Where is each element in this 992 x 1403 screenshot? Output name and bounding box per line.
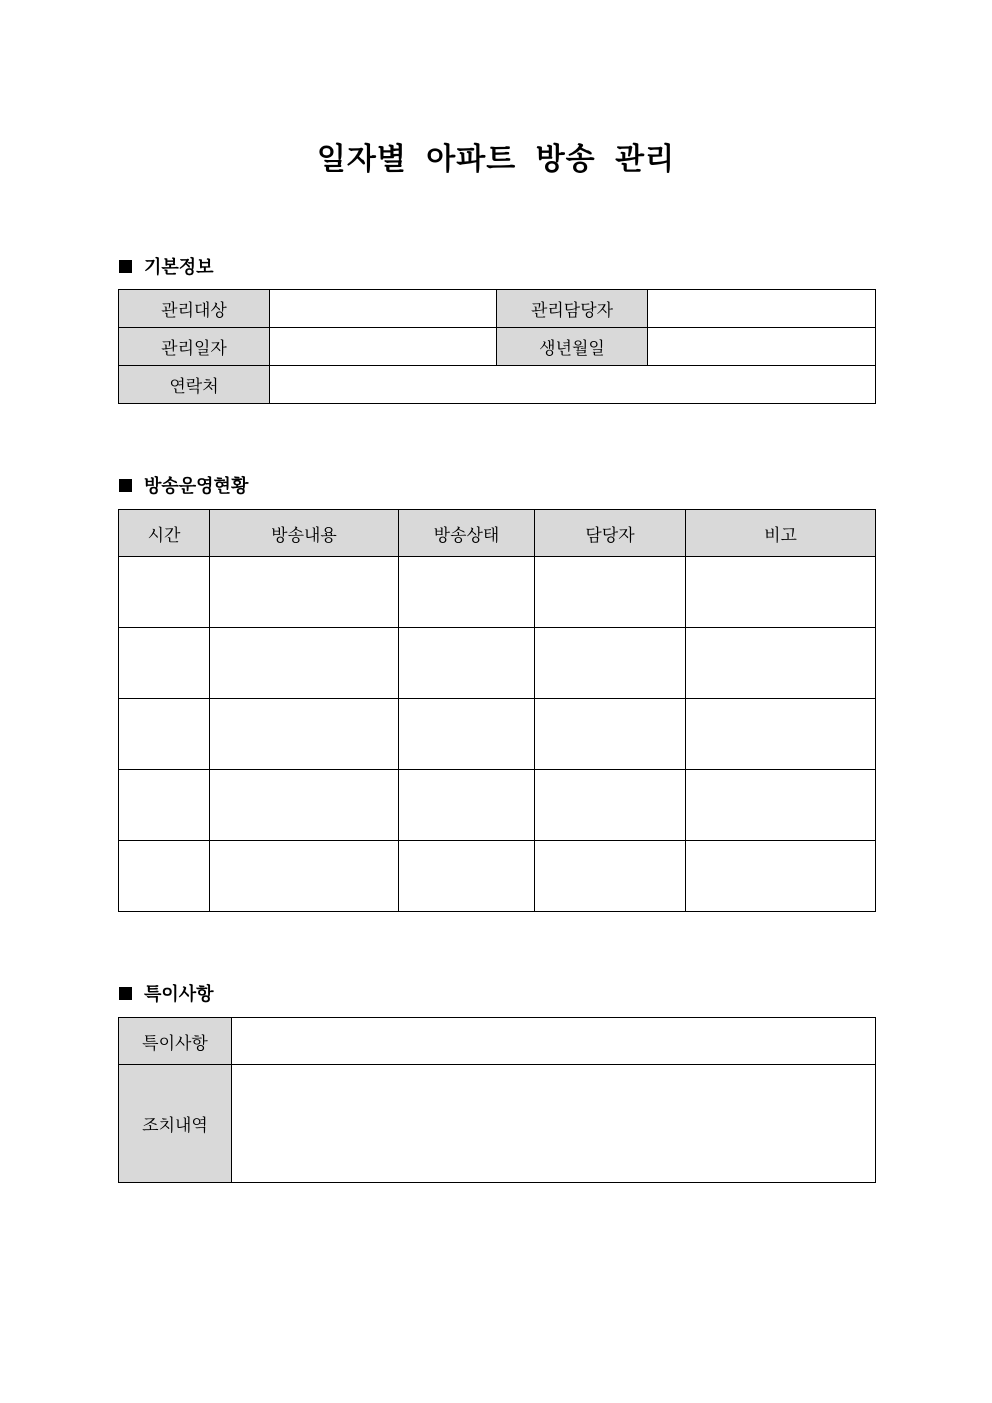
field-date[interactable] (270, 328, 497, 366)
table-cell-content[interactable] (210, 770, 399, 841)
column-header-state: 방송상태 (399, 510, 535, 557)
broadcast-status-table (118, 509, 876, 912)
table-row (119, 328, 876, 366)
table-cell-state[interactable] (399, 770, 535, 841)
field-birthdate[interactable] (648, 328, 876, 366)
table-cell-time[interactable] (119, 628, 210, 699)
table-cell-remarks[interactable] (686, 770, 876, 841)
table-cell-state[interactable] (399, 628, 535, 699)
table-cell-time[interactable] (119, 770, 210, 841)
table-cell-time[interactable] (119, 841, 210, 912)
field-manager[interactable] (648, 290, 876, 328)
label-birthdate: 생년월일 (497, 328, 648, 366)
table-cell-remarks[interactable] (686, 699, 876, 770)
label-contact: 연락처 (119, 366, 270, 404)
table-row (119, 628, 876, 699)
label-notes: 특이사항 (119, 1018, 232, 1065)
section-heading-label: 방송운영현황 (144, 476, 249, 497)
square-bullet-icon (119, 479, 132, 492)
table-row (119, 290, 876, 328)
section-heading-label: 기본정보 (144, 257, 214, 278)
table-cell-state[interactable] (399, 557, 535, 628)
table-row (119, 1018, 876, 1065)
table-row (119, 366, 876, 404)
table-cell-remarks[interactable] (686, 557, 876, 628)
table-cell-content[interactable] (210, 557, 399, 628)
special-notes-table (118, 1017, 876, 1183)
column-header-time: 시간 (119, 510, 210, 557)
square-bullet-icon (119, 260, 132, 273)
column-header-content: 방송내용 (210, 510, 399, 557)
column-header-remarks: 비고 (686, 510, 876, 557)
table-cell-content[interactable] (210, 841, 399, 912)
section-heading-basic-info (119, 253, 214, 279)
label-date: 관리일자 (119, 328, 270, 366)
table-row (119, 841, 876, 912)
table-row (119, 699, 876, 770)
label-actions: 조치내역 (119, 1065, 232, 1183)
label-target: 관리대상 (119, 290, 270, 328)
field-notes[interactable] (232, 1018, 876, 1065)
column-header-manager: 담당자 (535, 510, 686, 557)
field-target[interactable] (270, 290, 497, 328)
table-cell-manager[interactable] (535, 628, 686, 699)
section-heading-broadcast-status (119, 472, 248, 498)
table-row (119, 557, 876, 628)
square-bullet-icon (119, 987, 132, 1000)
table-cell-time[interactable] (119, 699, 210, 770)
table-cell-manager[interactable] (535, 770, 686, 841)
table-cell-manager[interactable] (535, 841, 686, 912)
table-cell-content[interactable] (210, 699, 399, 770)
table-row (119, 770, 876, 841)
table-cell-remarks[interactable] (686, 628, 876, 699)
table-cell-state[interactable] (399, 699, 535, 770)
page-title: 일자별 아파트 방송 관리 (316, 142, 676, 177)
table-cell-state[interactable] (399, 841, 535, 912)
section-heading-special-notes (119, 980, 214, 1006)
table-cell-content[interactable] (210, 628, 399, 699)
label-manager: 관리담당자 (497, 290, 648, 328)
section-heading-label: 특이사항 (144, 984, 214, 1005)
basic-info-table (118, 289, 876, 404)
table-cell-remarks[interactable] (686, 841, 876, 912)
field-actions[interactable] (232, 1065, 876, 1183)
table-cell-manager[interactable] (535, 557, 686, 628)
table-row (119, 1065, 876, 1183)
table-cell-manager[interactable] (535, 699, 686, 770)
table-header-row (119, 510, 876, 557)
field-contact[interactable] (270, 366, 876, 404)
table-cell-time[interactable] (119, 557, 210, 628)
